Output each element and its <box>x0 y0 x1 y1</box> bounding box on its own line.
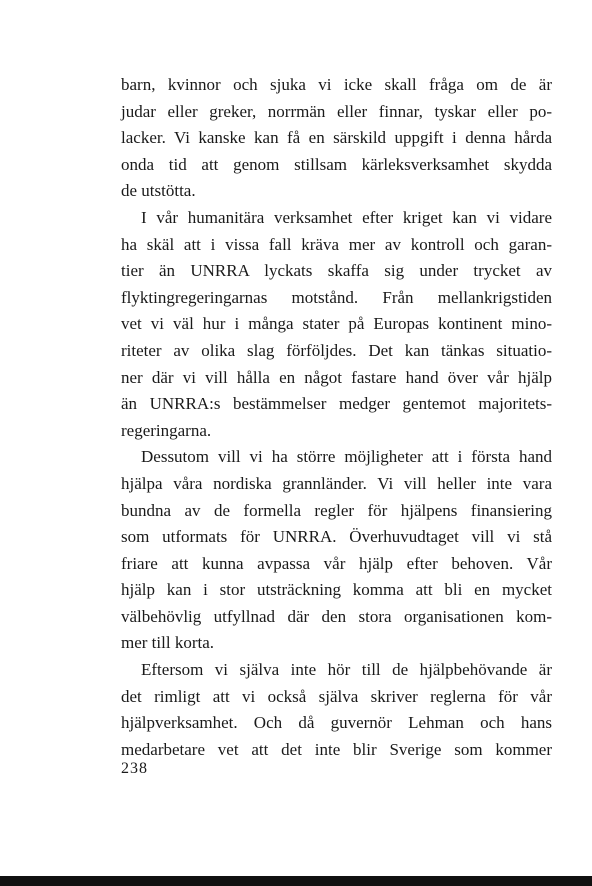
text-line: hjälp kan i stor utsträckning komma att bli en mycket <box>121 580 552 600</box>
text-line: mer till korta. <box>121 633 215 653</box>
text-line: regeringarna. <box>121 420 212 440</box>
text-line: det rimligt att vi också själva skriver reglerna för vår <box>121 686 552 706</box>
text-line: friare att kunna avpassa vår hjälp efter behoven. Vår <box>121 553 552 573</box>
text-line: de utstötta. <box>121 181 196 201</box>
text-line: hjälpverksamhet. Och då guvernör Lehman och hans <box>121 713 552 733</box>
text-line: Eftersom vi själva inte hör till de hjälpbehövande är <box>141 660 552 680</box>
text-line: än UNRRA:s bestämmelser medger gentemot majoritets- <box>121 394 552 414</box>
text-line: flyktingregeringarnas motstånd. Från mellankrigstiden <box>121 287 552 307</box>
text-line: onda tid att genom stillsam kärleksverksamhet skydda <box>121 154 552 174</box>
text-line: välbehövlig utfyllnad där den stora organisationen kom- <box>121 606 552 626</box>
body-text <box>121 72 552 763</box>
text-line: I vår humanitära verksamhet efter kriget kan vi vidare <box>141 207 552 227</box>
text-line: barn, kvinnor och sjuka vi icke skall fråga om de är <box>121 75 552 94</box>
text-line: medarbetare vet att det inte blir Sverige som kommer <box>121 739 552 759</box>
text-line: ner där vi vill hålla en något fastare hand över vår hjälp <box>121 367 552 387</box>
text-line: bundna av de formella regler för hjälpens finansiering <box>121 500 552 520</box>
page-number: 238 <box>121 760 148 777</box>
text-line: ha skäl att i vissa fall kräva mer av kontroll och garan- <box>121 234 552 254</box>
paragraph-4 <box>121 657 552 763</box>
text-line: som utformats för UNRRA. Överhuvudtaget vill vi stå <box>121 527 552 547</box>
text-line: hjälpa våra nordiska grannländer. Vi vill heller inte vara <box>121 473 552 493</box>
text-line: tier än UNRRA lyckats skaffa sig under trycket av <box>121 261 552 281</box>
page-bottom-edge <box>0 876 592 886</box>
text-line: vet vi väl hur i många stater på Europas kontinent mino- <box>121 314 552 334</box>
text-line: judar eller greker, norrmän eller finnar, tyskar eller po- <box>121 101 552 121</box>
text-line: lacker. Vi kanske kan få en särskild uppgift i denna hårda <box>121 128 552 148</box>
paragraph-2 <box>121 205 552 444</box>
text-line: riteter av olika slag förföljdes. Det kan tänkas situatio- <box>121 340 552 360</box>
paragraph-3 <box>121 444 552 657</box>
text-line: Dessutom vill vi ha större möjligheter att i första hand <box>141 447 552 467</box>
paragraph-1 <box>121 72 552 205</box>
